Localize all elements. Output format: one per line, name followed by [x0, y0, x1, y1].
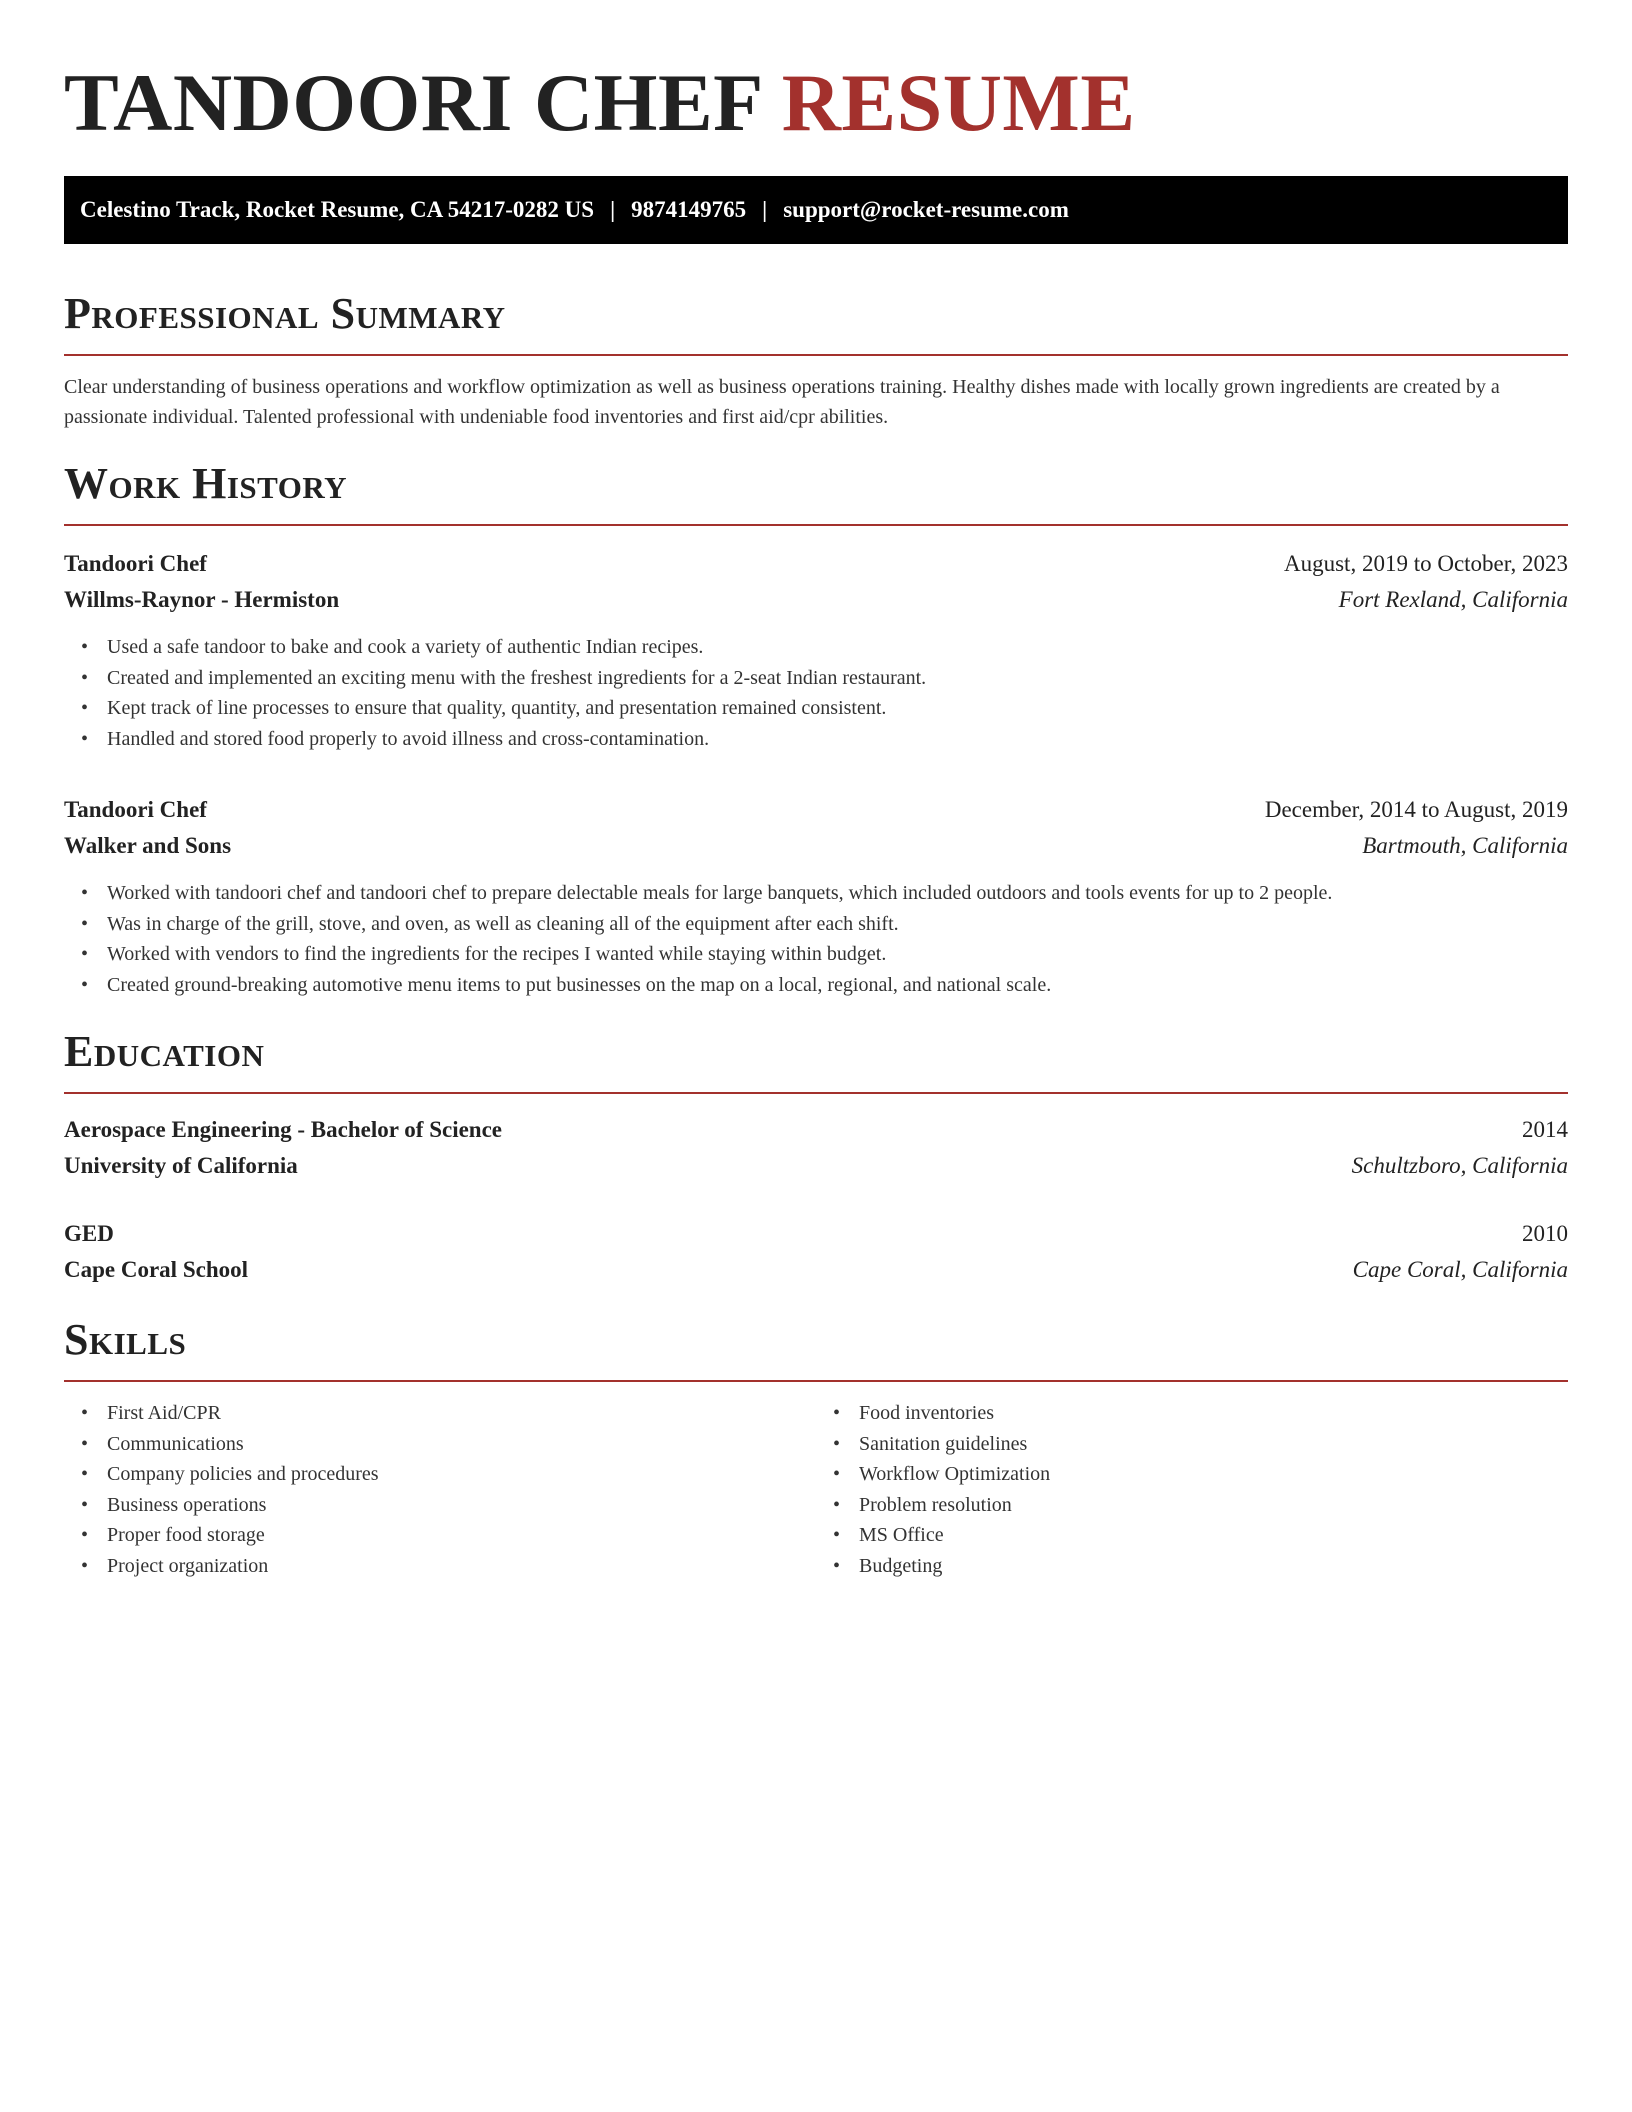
skill-item: • Project organization [107, 1551, 816, 1582]
job-dates: December, 2014 to August, 2019 [1264, 797, 1568, 822]
education-entry [64, 1112, 1568, 1184]
education-degree: Aerospace Engineering - Bachelor of Science [64, 1117, 502, 1142]
list-item: • Worked with vendors to find the ingredients for the recipes I wanted while staying within budget. [107, 939, 1568, 970]
contact-separator: | [610, 197, 616, 222]
skill-item: • Proper food storage [107, 1520, 816, 1551]
skill-item: • Company policies and procedures [107, 1459, 816, 1490]
job-title: Tandoori Chef [64, 551, 207, 576]
summary-section [64, 288, 1568, 432]
list-item: • Handled and stored food properly to avoid illness and cross-contamination. [107, 724, 1568, 755]
list-item: • Created ground-breaking automotive menu items to put businesses on the map on a local, regional, and national scale. [107, 970, 1568, 1001]
job-location: Bartmouth, California [1362, 833, 1568, 858]
education-year: 2014 [1522, 1117, 1568, 1142]
skill-item: • MS Office [859, 1520, 1568, 1551]
job-bullets [64, 878, 1568, 1000]
list-item: • Was in charge of the grill, stove, and oven, as well as cleaning all of the equipment after each shift. [107, 909, 1568, 940]
education-year: 2010 [1522, 1221, 1568, 1246]
list-item: • Created and implemented an exciting menu with the freshest ingredients for a 2-seat Indian restaurant. [107, 663, 1568, 694]
job-dates: August, 2019 to October, 2023 [1284, 551, 1568, 576]
title-main: TANDOORI CHEF [64, 57, 761, 148]
skill-item: • Communications [107, 1429, 816, 1460]
section-heading: Education [64, 1026, 1568, 1094]
job-bullets [64, 632, 1568, 754]
skills-columns [64, 1398, 1568, 1581]
job-entry [64, 546, 1568, 754]
section-heading: Skills [64, 1314, 1568, 1382]
education-school: University of California [64, 1153, 298, 1178]
work-history-section [64, 458, 1568, 1000]
contact-separator: | [762, 197, 768, 222]
summary-text: Clear understanding of business operations and workflow optimization as well as business operations training. Healthy dishes made with locally grown ingredients are created by a passionate individual. Talented professional with undeniable food inventories and first aid/cpr abilities. [64, 376, 1500, 428]
skill-item: • Workflow Optimization [859, 1459, 1568, 1490]
section-heading: Work History [64, 458, 1568, 526]
list-item: • Used a safe tandoor to bake and cook a variety of authentic Indian recipes. [107, 632, 1568, 663]
education-location: Schultzboro, California [1351, 1153, 1568, 1178]
skill-item: • Problem resolution [859, 1490, 1568, 1521]
job-location: Fort Rexland, California [1338, 587, 1568, 612]
resume-title [64, 58, 1568, 158]
education-entry [64, 1216, 1568, 1288]
job-entry [64, 792, 1568, 1000]
resume-page [64, 0, 1568, 1581]
job-title: Tandoori Chef [64, 797, 207, 822]
education-location: Cape Coral, California [1352, 1257, 1568, 1282]
skills-section [64, 1314, 1568, 1581]
contact-phone: 9874149765 [631, 197, 747, 222]
list-item: • Kept track of line processes to ensure that quality, quantity, and presentation remained consistent. [107, 693, 1568, 724]
title-accent: RESUME [781, 57, 1136, 148]
skills-list-left [64, 1398, 816, 1581]
skills-list-right [816, 1398, 1568, 1581]
section-heading: Professional Summary [64, 288, 1568, 356]
contact-email: support@rocket-resume.com [783, 197, 1069, 222]
skill-item: • Food inventories [859, 1398, 1568, 1429]
skill-item: • Sanitation guidelines [859, 1429, 1568, 1460]
skill-item: • First Aid/CPR [107, 1398, 816, 1429]
contact-address: Celestino Track, Rocket Resume, CA 54217-0282 US [80, 197, 595, 222]
skill-item: • Budgeting [859, 1551, 1568, 1582]
job-company: Walker and Sons [64, 833, 232, 858]
skill-item: • Business operations [107, 1490, 816, 1521]
education-degree: GED [64, 1221, 114, 1246]
education-section [64, 1026, 1568, 1288]
job-company: Willms-Raynor - Hermiston [64, 587, 340, 612]
list-item: • Worked with tandoori chef and tandoori chef to prepare delectable meals for large banquets, which included outdoors and tools events for up to 2 people. [107, 878, 1568, 909]
contact-bar [64, 176, 1568, 244]
education-school: Cape Coral School [64, 1257, 248, 1282]
